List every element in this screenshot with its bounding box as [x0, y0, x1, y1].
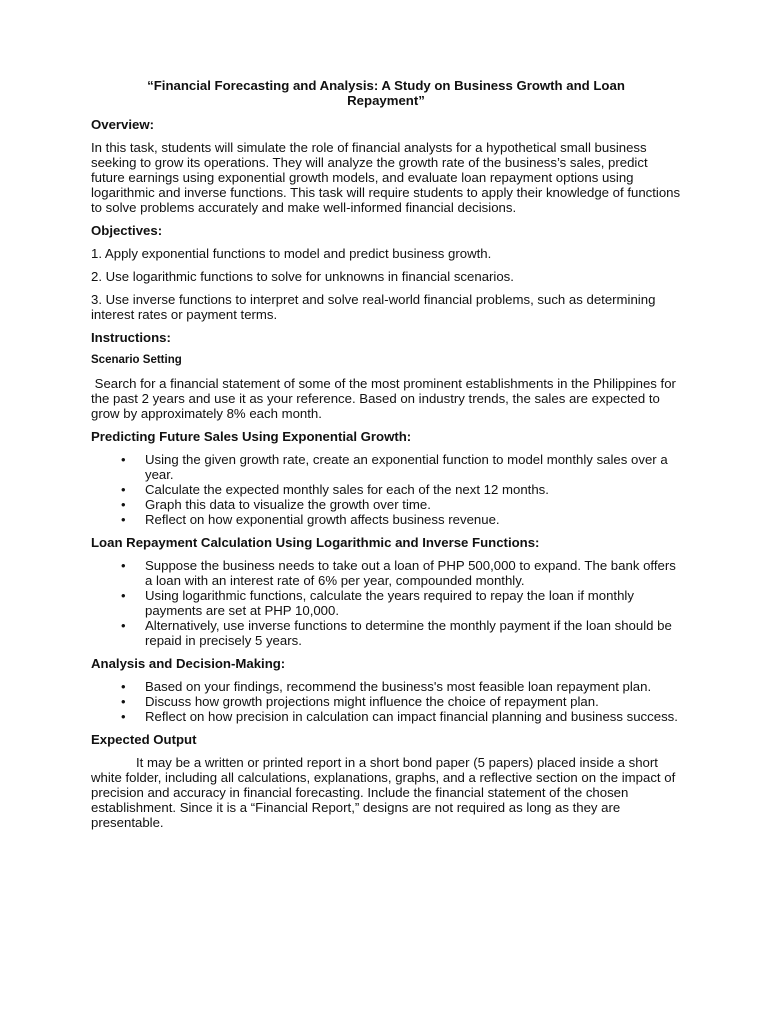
- expected-output-text: It may be a written or printed report in a short bond paper (5 papers) placed inside a short white folder, including all calculations, explanations, graphs, and a reflective section on the impact of precision and accuracy in financial forecasting. Include the financial statement of the chosen establishment. Since it is a “Financial Report,” designs are not required as long as they are presentable.: [91, 755, 676, 830]
- bullet-icon: •: [121, 452, 126, 467]
- list-item-text: Graph this data to visualize the growth over time.: [145, 497, 431, 512]
- list-item: [91, 588, 681, 618]
- scenario-text: Search for a financial statement of some of the most prominent establishments in the Philippines for the past 2 years and use it as your reference. Based on industry trends, the sales are expected to grow by approximately 8% each month.: [91, 376, 680, 421]
- list-item-text: Reflect on how precision in calculation can impact financial planning and business success.: [145, 709, 678, 724]
- bullet-icon: •: [121, 709, 126, 724]
- list-item-text: Using the given growth rate, create an exponential function to model monthly sales over a year.: [145, 452, 668, 482]
- list-item: [91, 679, 681, 694]
- bullet-icon: •: [121, 497, 126, 512]
- list-item-text: Calculate the expected monthly sales for each of the next 12 months.: [145, 482, 549, 497]
- objectives-heading: Objectives:: [91, 223, 163, 238]
- scenario-heading: Scenario Setting: [91, 354, 182, 366]
- objective-item: 1. Apply exponential functions to model and predict business growth.: [91, 246, 492, 261]
- list-item-text: Based on your findings, recommend the business's most feasible loan repayment plan.: [145, 679, 652, 694]
- bullet-icon: •: [121, 679, 126, 694]
- bullet-icon: •: [121, 618, 126, 633]
- list-item-text: Alternatively, use inverse functions to determine the monthly payment if the loan should be repaid in precisely 5 years.: [145, 618, 672, 648]
- bullet-icon: •: [121, 558, 126, 573]
- loan-list: [91, 558, 681, 648]
- list-item: [91, 512, 681, 527]
- list-item: [91, 497, 681, 512]
- expected-output-heading: Expected Output: [91, 732, 197, 747]
- loan-heading: Loan Repayment Calculation Using Logarithmic and Inverse Functions:: [91, 535, 540, 550]
- predicting-list: [91, 452, 681, 527]
- bullet-icon: •: [121, 694, 126, 709]
- list-item-text: Reflect on how exponential growth affects business revenue.: [145, 512, 500, 527]
- bullet-icon: •: [121, 588, 126, 603]
- analysis-list: [91, 679, 681, 724]
- analysis-heading: Analysis and Decision-Making:: [91, 656, 286, 671]
- objective-item: 2. Use logarithmic functions to solve for unknowns in financial scenarios.: [91, 269, 514, 284]
- list-item: [91, 558, 681, 588]
- overview-heading: Overview:: [91, 117, 155, 132]
- document-page: [91, 78, 681, 838]
- predicting-heading: Predicting Future Sales Using Exponential Growth:: [91, 429, 412, 444]
- list-item-text: Using logarithmic functions, calculate the years required to repay the loan if monthly payments are set at PHP 10,000.: [145, 588, 634, 618]
- list-item: [91, 709, 681, 724]
- list-item: [91, 482, 681, 497]
- instructions-heading: Instructions:: [91, 330, 171, 345]
- list-item-text: Suppose the business needs to take out a loan of PHP 500,000 to expand. The bank offers a loan with an interest rate of 6% per year, compounded monthly.: [145, 558, 676, 588]
- list-item-text: Discuss how growth projections might influence the choice of repayment plan.: [145, 694, 599, 709]
- document-title: “Financial Forecasting and Analysis: A Study on Business Growth and Loan Repayment”: [147, 78, 625, 108]
- list-item: [91, 452, 681, 482]
- bullet-icon: •: [121, 482, 126, 497]
- list-item: [91, 694, 681, 709]
- bullet-icon: •: [121, 512, 126, 527]
- list-item: [91, 618, 681, 648]
- overview-text: In this task, students will simulate the role of financial analysts for a hypothetical small business seeking to grow its operations. They will analyze the growth rate of the business’s sales, predict future earnings using exponential growth models, and evaluate loan repayment options using logarithmic and inverse functions. This task will require students to apply their knowledge of functions to solve problems accurately and make well-informed financial decisions.: [91, 140, 681, 215]
- objective-item: 3. Use inverse functions to interpret and solve real-world financial problems, such as determining interest rates or payment terms.: [91, 292, 656, 322]
